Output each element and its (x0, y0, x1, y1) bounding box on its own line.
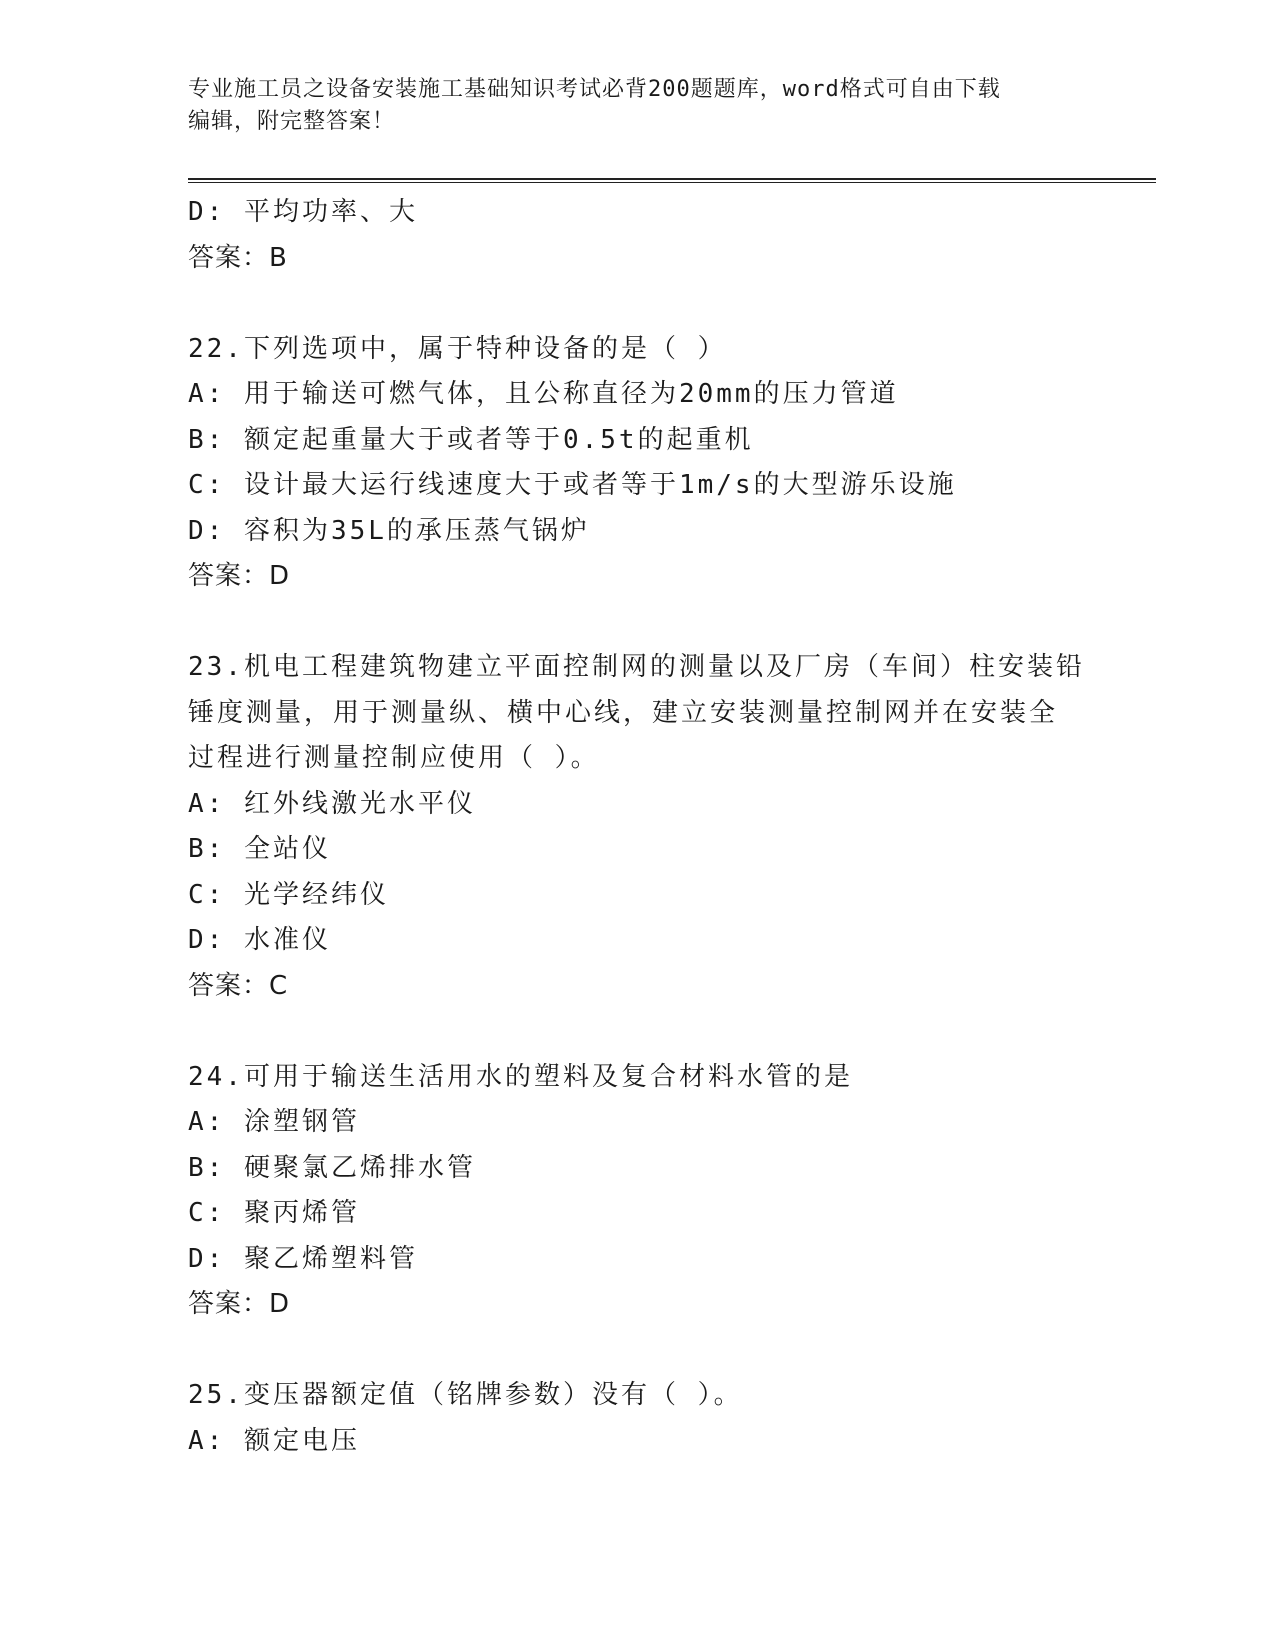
option-d: D: 水准仪 (188, 925, 331, 955)
option-c: C: 光学经纬仪 (188, 879, 389, 910)
option-d: D: 容积为35L的承压蒸气锅炉 (188, 515, 590, 546)
question-stem: 25.变压器额定值（铭牌参数）没有（ ）。 (188, 1380, 743, 1410)
answer-line: 答案：C (188, 970, 289, 1001)
option-b: B: 全站仪 (188, 834, 331, 864)
question-25 (188, 1373, 1088, 1464)
option-b: B: 额定起重量大于或者等于0.5t的起重机 (188, 424, 754, 455)
question-spacer (188, 600, 1088, 646)
option-a: A: 额定电压 (188, 1425, 360, 1456)
header-line-1: 专业施工员之设备安装施工基础知识考试必背200题题库，word格式可自由下载 (188, 77, 1001, 102)
question-23 (188, 645, 1088, 1009)
option-d: D: 平均功率、大 (188, 197, 418, 227)
question-spacer (188, 1328, 1088, 1374)
option-c: C: 设计最大运行线速度大于或者等于1m/s的大型游乐设施 (188, 470, 957, 500)
question-stem: 22.下列选项中，属于特种设备的是（ ） (188, 333, 727, 364)
question-list (188, 190, 1088, 1464)
question-stem: 过程进行测量控制应使用（ ）。 (188, 743, 600, 773)
header-divider (188, 178, 1156, 183)
option-a: A: 红外线激光水平仪 (188, 788, 476, 819)
question-spacer (188, 281, 1088, 327)
question-24 (188, 1055, 1088, 1328)
answer-line: 答案：D (188, 1289, 291, 1319)
answer-line: 答案：B (188, 242, 288, 273)
question-stem: 23.机电工程建筑物建立平面控制网的测量以及厂房（车间）柱安装铅 (188, 652, 1085, 682)
option-c: C: 聚丙烯管 (188, 1198, 360, 1228)
option-d: D: 聚乙烯塑料管 (188, 1243, 418, 1274)
option-b: B: 硬聚氯乙烯排水管 (188, 1152, 476, 1183)
prev-question-tail (188, 190, 1088, 281)
header-line-2: 编辑，附完整答案！ (188, 109, 396, 134)
option-a: A: 用于输送可燃气体，且公称直径为20mm的压力管道 (188, 379, 899, 409)
question-stem: 锤度测量，用于测量纵、横中心线，建立安装测量控制网并在安装全 (188, 697, 1059, 728)
question-22 (188, 327, 1088, 600)
answer-line: 答案：D (188, 561, 291, 591)
question-stem: 24.可用于输送生活用水的塑料及复合材料水管的是 (188, 1061, 853, 1092)
question-spacer (188, 1009, 1088, 1055)
option-a: A: 涂塑钢管 (188, 1107, 360, 1137)
document-header (188, 74, 1088, 138)
